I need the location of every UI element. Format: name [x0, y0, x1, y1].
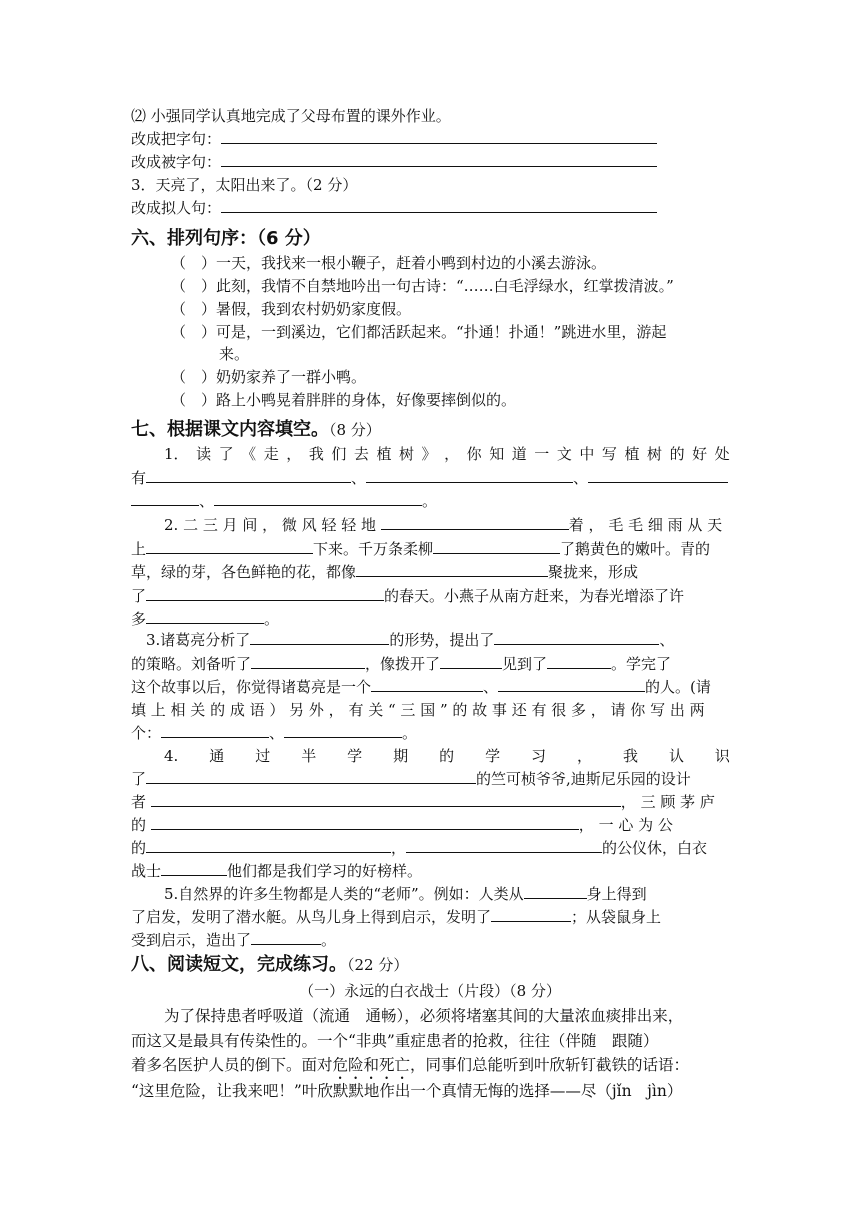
order-item	[171, 253, 606, 273]
text-char: 写	[601, 445, 617, 463]
answer-blank[interactable]	[440, 654, 502, 669]
text: 战士	[131, 862, 162, 880]
text-char: 你	[466, 445, 482, 463]
text: 。	[402, 724, 418, 742]
personify-row	[131, 198, 657, 218]
answer-blank[interactable]	[146, 609, 264, 624]
emphasized-words: 危险和死亡	[332, 1056, 411, 1074]
q5-line-1	[164, 884, 647, 904]
answer-blank[interactable]	[146, 769, 476, 784]
text-char: 道	[511, 445, 527, 463]
q3-line-1	[146, 630, 674, 650]
section-6-title: 六、排列句序：（6 分）	[131, 228, 321, 249]
text: 的形势，提出了	[389, 631, 495, 649]
answer-blank[interactable]	[366, 468, 573, 483]
answer-blank[interactable]	[524, 884, 587, 899]
text-char: 半	[301, 747, 317, 765]
text: 上	[131, 540, 147, 558]
text-char: 我	[308, 445, 324, 463]
answer-blank[interactable]	[547, 654, 611, 669]
text: ， 一 心 为 公	[578, 816, 673, 834]
text: 的策略。刘备听了	[131, 655, 252, 673]
text: 草，绿的芽，各色鲜艳的花，都像	[131, 563, 357, 581]
answer-blank[interactable]	[250, 630, 389, 645]
text-char: 走	[263, 445, 279, 463]
section-7-header	[131, 420, 381, 440]
section-8-score: （22 分）	[347, 956, 409, 974]
text-char: 的	[439, 747, 455, 765]
passage-line: 而这又是最具有传染性的。一个“非典”重症患者的抢救，往往（伴随 跟随）	[131, 1032, 659, 1050]
text: 、	[269, 724, 285, 742]
text: 了	[131, 770, 147, 788]
text: 的公仪休，白衣	[602, 839, 708, 857]
text: ， 三 顾 茅 庐	[620, 793, 715, 811]
q4-line-5	[131, 838, 707, 858]
answer-blank[interactable]	[151, 815, 579, 830]
text: 的	[131, 839, 147, 857]
answer-blank[interactable]	[588, 468, 728, 483]
question-5-3: 3．天亮了，太阳出来了。（2 分）	[131, 176, 358, 194]
text-char: 认	[668, 747, 684, 765]
text: ，	[391, 839, 407, 857]
answer-blank[interactable]	[381, 515, 569, 530]
text: 。	[264, 610, 280, 628]
answer-blank[interactable]	[161, 861, 227, 876]
text-char: 的	[669, 445, 685, 463]
order-item-text: 奶奶家养了一群小鸭。	[216, 368, 367, 386]
text: 。	[321, 931, 337, 949]
question-5-2: ⑵ 小强同学认真地完成了父母布置的课外作业。	[131, 107, 451, 125]
answer-blank[interactable]	[221, 198, 657, 213]
q4-line-4	[131, 815, 673, 835]
answer-blank[interactable]	[221, 129, 657, 144]
text-char: 处	[714, 445, 730, 463]
order-paren[interactable]: （ ）	[171, 368, 217, 386]
text: 的	[131, 816, 147, 834]
text: ，像拨开了	[365, 655, 441, 673]
text-char: 树	[647, 445, 663, 463]
text: 。	[422, 492, 438, 510]
text-char: 学	[347, 747, 363, 765]
q1-line-2	[131, 468, 728, 488]
passage-line: “这里危险，让我来吧！”叶欣默默地作出一个真情无悔的选择——尽（jǐn jìn）	[131, 1082, 683, 1100]
text: 。学完了	[611, 655, 672, 673]
order-item-text: 可是，一到溪边，它们都活跃起来。“扑通！扑通！”跳进水里，游起	[216, 323, 667, 341]
q2-line-5	[131, 609, 279, 629]
text: 着 ， 毛 毛 细 雨 从 天	[568, 516, 723, 534]
q2-line-4	[131, 586, 684, 606]
section-8-header	[131, 955, 408, 975]
q5-line-3	[131, 930, 336, 950]
text: 2. 二 三 月 间 ， 微 风 轻 轻 地	[164, 516, 376, 534]
order-item-text: 一天，我找来一根小鞭子，赶着小鸭到村边的小溪去游泳。	[216, 254, 607, 272]
text: 个：	[131, 724, 162, 742]
answer-blank[interactable]	[284, 723, 402, 738]
answer-blank[interactable]	[161, 723, 269, 738]
answer-blank[interactable]	[498, 677, 645, 692]
text-char: 学	[485, 747, 501, 765]
text-char: 了	[218, 445, 234, 463]
text: 的人。(请	[645, 678, 711, 696]
answer-blank[interactable]	[494, 630, 659, 645]
section-8-title: 八、阅读短文，完成练习。	[131, 954, 347, 975]
text-char: 1．	[164, 445, 189, 463]
order-item-text: 此刻，我情不自禁地吟出一句古诗：“……白毛浮绿水，红掌拨清波。”	[216, 277, 674, 295]
order-item	[171, 299, 411, 319]
order-paren[interactable]: （ ）	[171, 254, 217, 272]
text: ；从袋鼠身上	[571, 908, 662, 926]
answer-blank[interactable]	[131, 491, 199, 506]
text-char: 4.	[164, 747, 179, 765]
section-7-score: （8 分）	[329, 421, 381, 439]
q4-line-2	[131, 769, 691, 789]
text-char: 习	[531, 747, 547, 765]
text-char: 我	[622, 747, 638, 765]
text-char: ，	[577, 747, 593, 765]
answer-blank[interactable]	[214, 491, 422, 506]
order-item	[171, 276, 674, 296]
text: 、	[573, 469, 589, 487]
text: 下来。千万条柔柳	[313, 540, 434, 558]
text: 见到了	[502, 655, 548, 673]
text: 聚拢来，形成	[548, 563, 639, 581]
q3-line-3	[131, 677, 711, 697]
text-char: 《	[241, 445, 257, 463]
q4-line-3	[131, 792, 715, 812]
order-item	[171, 390, 516, 410]
text-char: 识	[714, 747, 730, 765]
order-item-continuation: 来。	[219, 345, 250, 363]
text-char: 文	[556, 445, 572, 463]
text-char: 读	[196, 445, 212, 463]
text-char: ，	[286, 445, 302, 463]
order-item	[171, 367, 366, 387]
text-char: 去	[353, 445, 369, 463]
ba-sentence-row	[131, 129, 657, 149]
text-char: 知	[489, 445, 505, 463]
text-char: ，	[444, 445, 460, 463]
text: 了启发，发明了潜水艇。从鸟儿身上得到启示，发明了	[131, 908, 492, 926]
text: 了鹅黄色的嫩叶。青的	[560, 540, 711, 558]
text: 身上得到	[586, 885, 647, 903]
order-paren[interactable]: （ ）	[171, 323, 217, 341]
text: 有	[131, 469, 147, 487]
text: 、	[483, 678, 499, 696]
q3-line-2	[131, 654, 671, 674]
answer-blank[interactable]	[371, 677, 483, 692]
text: 、	[199, 492, 215, 510]
text: 者	[131, 793, 147, 811]
ba-sentence-label: 改成把字句：	[131, 130, 222, 148]
q2-line-1	[164, 515, 722, 535]
text-char: 》	[421, 445, 437, 463]
answer-blank[interactable]	[251, 930, 321, 945]
text: 他们都是我们学习的好榜样。	[227, 862, 423, 880]
order-item	[171, 322, 666, 342]
bei-sentence-row	[131, 152, 657, 172]
order-paren[interactable]: （ ）	[171, 391, 217, 409]
bei-sentence-label: 改成被字句：	[131, 153, 222, 171]
answer-blank[interactable]	[433, 539, 560, 554]
passage-line	[131, 1055, 689, 1083]
text-char: 通	[209, 747, 225, 765]
order-paren[interactable]: （ ）	[171, 300, 217, 318]
text: 受到启示，造出了	[131, 931, 252, 949]
text-char: 植	[376, 445, 392, 463]
text-char: 们	[331, 445, 347, 463]
q2-line-2	[131, 539, 710, 559]
order-item-text: 路上小鸭晃着胖胖的身体，好像要摔倒似的。	[216, 391, 517, 409]
passage-line: 为了保持患者呼吸道（流通 通畅），必须将堵塞其间的大量浓血痰排出来，	[164, 1007, 684, 1025]
order-paren[interactable]: （ ）	[171, 277, 217, 295]
text: 了	[131, 587, 147, 605]
passage-subtitle: （一）永远的白衣战士（片段）（8 分）	[299, 982, 561, 1000]
answer-blank[interactable]	[146, 468, 351, 483]
text: 、	[659, 631, 675, 649]
text-char: 树	[399, 445, 415, 463]
text-char: 期	[393, 747, 409, 765]
text: 3.诸葛亮分析了	[146, 631, 251, 649]
q2-line-3	[131, 562, 638, 582]
order-item-text: 暑假，我到农村奶奶家度假。	[216, 300, 412, 318]
text: 这个故事以后，你觉得诸葛亮是一个	[131, 678, 372, 696]
text: 的竺可桢爷爷,迪斯尼乐园的设计	[476, 770, 691, 788]
answer-blank[interactable]	[406, 838, 602, 853]
answer-blank[interactable]	[146, 838, 391, 853]
text-char: 植	[624, 445, 640, 463]
text: 5.自然界的许多生物都是人类的“老师”。例如：人类从	[164, 885, 524, 903]
text: 着多名医护人员的倒下。面对	[131, 1056, 333, 1074]
text: 的春天。小燕子从南方赶来，为春光增添了许	[384, 587, 685, 605]
answer-blank[interactable]	[146, 586, 384, 601]
q1-line-1	[164, 444, 730, 464]
text-char: 中	[579, 445, 595, 463]
answer-blank[interactable]	[146, 539, 313, 554]
answer-blank[interactable]	[251, 654, 365, 669]
section-7-title: 七、根据课文内容填空。	[131, 419, 329, 440]
text-char: 过	[255, 747, 271, 765]
answer-blank[interactable]	[151, 792, 621, 807]
answer-blank[interactable]	[356, 562, 548, 577]
personify-label: 改成拟人句：	[131, 199, 222, 217]
q5-line-2	[131, 907, 661, 927]
q3-line-5	[131, 723, 417, 743]
answer-blank[interactable]	[221, 152, 657, 167]
answer-blank[interactable]	[491, 907, 571, 922]
text-char: 一	[534, 445, 550, 463]
text: ，同事们总能听到叶欣斩钉截铁的话语：	[410, 1056, 690, 1074]
q4-line-6	[131, 861, 422, 881]
text: 多	[131, 610, 147, 628]
q3-line-4: 填 上 相 关 的 成 语 ） 另 外 ， 有 关 “ 三 国 ” 的 故 事 还 有 很 多 ， 请 你 写 出 两	[131, 701, 705, 719]
q4-line-1	[164, 746, 730, 766]
text: 、	[351, 469, 367, 487]
q1-line-3	[131, 491, 437, 511]
text-char: 好	[692, 445, 708, 463]
